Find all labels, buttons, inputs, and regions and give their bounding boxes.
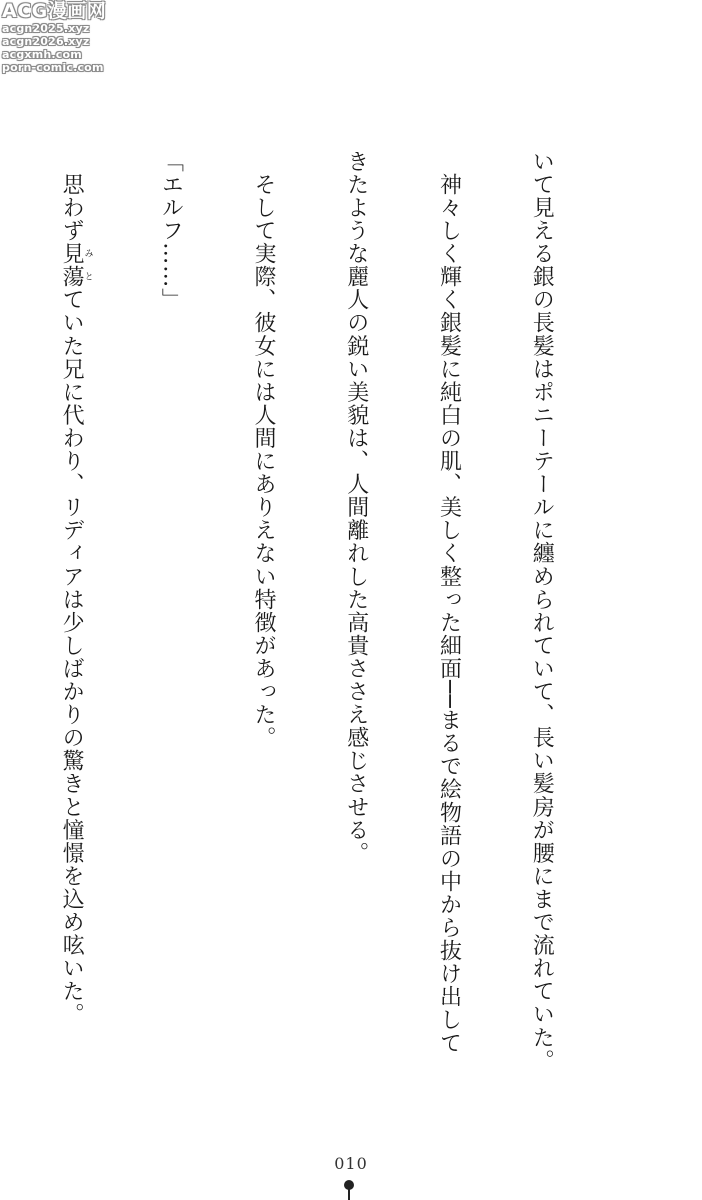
watermark-line: acgn2025.xyz	[2, 22, 90, 35]
ruby-annotation: 見蕩みと	[59, 242, 93, 289]
text-line-start: 思わず	[59, 150, 85, 243]
vertical-text-body	[59, 150, 618, 1072]
watermark-line: acgn2026.xyz	[2, 35, 90, 48]
text-line: そして実際、彼女には人間にありえない特徴があった。	[251, 150, 277, 750]
text-line-rest: ていた兄に代わり、リディアは少しばかりの驚きと憧憬を込め呟いた。	[59, 288, 85, 1026]
text-line: きたような麗人の鋭い美貌は、人間離れした高貴ささえ感じさせる。	[343, 150, 369, 865]
text-line-with-ruby	[55, 150, 92, 1040]
page-number: 010	[334, 1154, 368, 1173]
watermark-line: ACG漫画网	[2, 0, 107, 22]
text-line: 神々しく輝く銀髪に純白の肌、美しく整った細面──まるで絵物語の中から抜け出して	[436, 150, 462, 1055]
page-marker-stem	[348, 1188, 350, 1200]
ruby-reading: みと	[82, 242, 93, 289]
watermark-line: acgxmh.com	[2, 48, 82, 61]
watermark-logo	[2, 2, 106, 75]
watermark-line: porn-comic.com	[2, 61, 104, 74]
text-line: いて見える銀の長髪はポニーテールに纏められていて、長い髪房が腰にまで流れていた。	[529, 150, 555, 1072]
text-line: 「エルフ……」	[158, 150, 184, 312]
